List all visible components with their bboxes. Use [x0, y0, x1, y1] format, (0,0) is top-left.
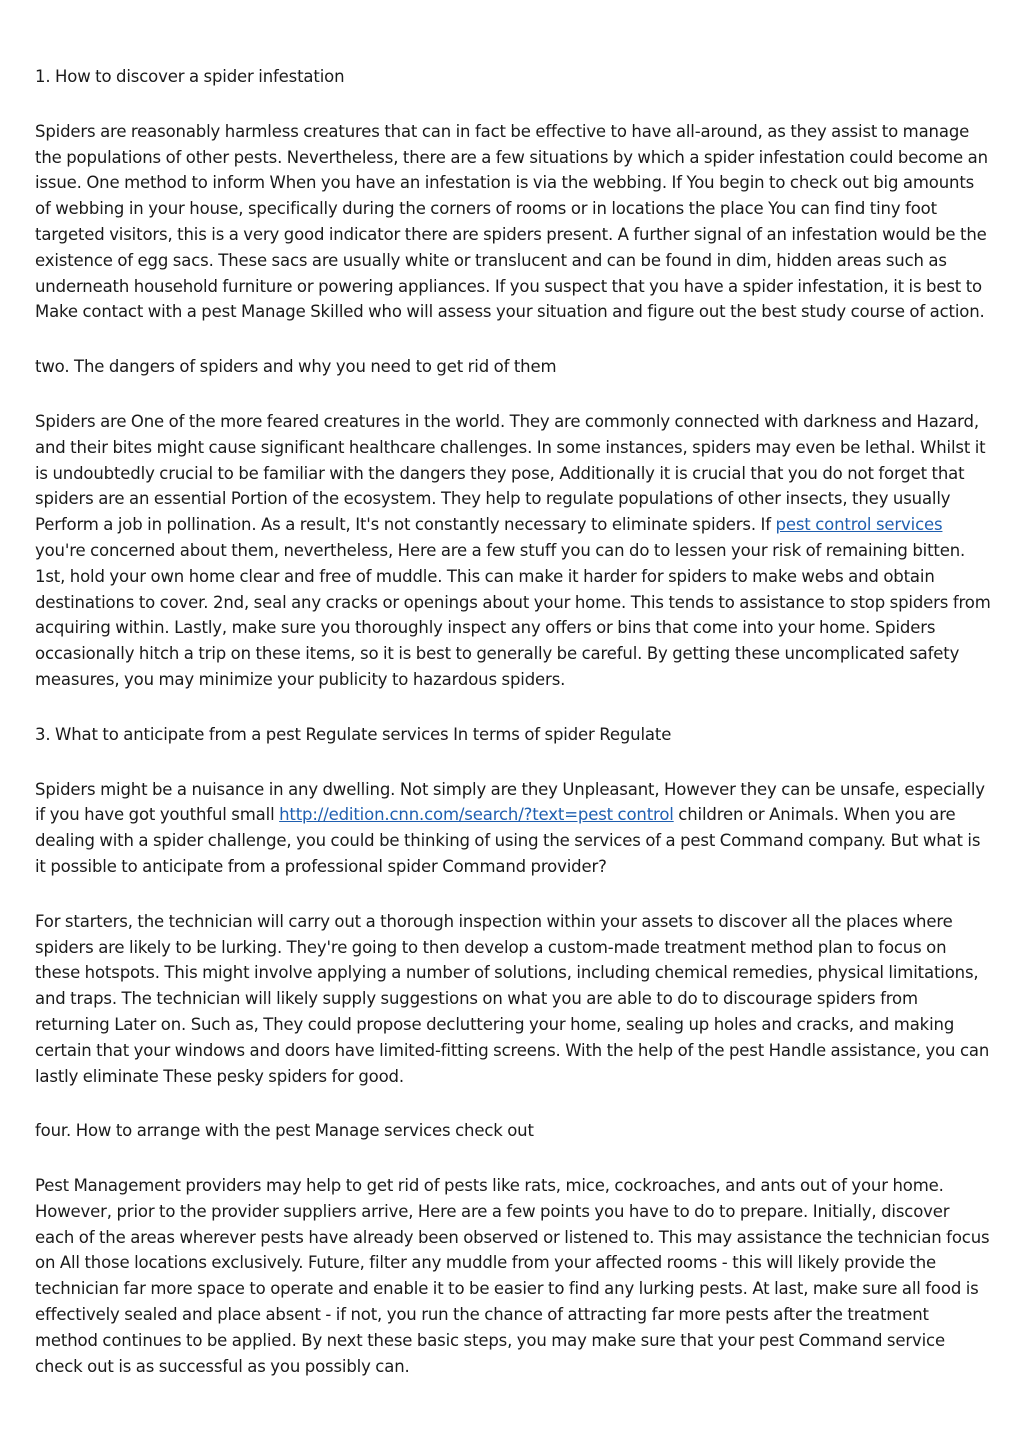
section-3-paragraph-1	[35, 777, 991, 880]
section-2-heading: two. The dangers of spiders and why you need to get rid of them	[35, 357, 557, 377]
section-3-paragraph-1-text-after: children or Animals. When you are dealing with a spider challenge, you could be thinking of using the services of a pest Command company. But what is it possible to anticipate from a professional spider Command provider?	[35, 805, 981, 876]
section-1-paragraph-1: Spiders are reasonably harmless creatures that can in fact be effective to have all-around, as they assist to manage the populations of other pests. Nevertheless, there are a few situations by which a spider infestation could become an issue. One method to inform When you have an infestation is via the webbing. If You begin to check out big amounts of webbing in your house, specifically during the corners of rooms or in locations the place You can find tiny foot targeted visitors, this is a very good indicator there are spiders present. A further signal of an infestation would be the existence of egg sacs. These sacs are usually white or translucent and can be found in dim, hidden areas such as underneath household furniture or powering appliances. If you suspect that you have a spider infestation, it is best to Make contact with a pest Manage Skilled who will assess your situation and figure out the best study course of action.	[35, 121, 988, 322]
section-4-paragraph-1: Pest Management providers may help to get rid of pests like rats, mice, cockroaches, and ants out of your home. However, prior to the provider suppliers arrive, Here are a few points you have to do to prepare. Initially, discover each of the areas wherever pests have already been observed or listened to. This may assistance the technician focus on All those locations exclusively. Future, filter any muddle from your affected rooms - this will likely provide the technician far more space to operate and enable it to be easier to find any lurking pests. At last, make sure all food is effectively sealed and place absent - if not, you run the chance of attracting far more pests after the treatment method continues to be applied. By next these basic steps, you may make sure that your pest Command service check out is as successful as you possibly can.	[35, 1176, 990, 1376]
pest-control-services-link[interactable]: pest control services	[775, 515, 943, 535]
section-3-paragraph-1-text-before: Spiders might be a nuisance in any dwelling. Not simply are they Unpleasant, However they can be unsafe, especially if you have got youthful small	[35, 779, 985, 825]
section-3-paragraph-2: For starters, the technician will carry out a thorough inspection within your assets to discover all the places where spiders are likely to be lurking. They're going to then develop a custom-made treatment method plan to focus on these hotspots. This might involve applying a number of solutions, including chemical remedies, physical limitations, and traps. The technician will likely supply suggestions on what you are able to do to discourage spiders from returning Later on. Such as, They could propose decluttering your home, sealing up holes and cracks, and making certain that your windows and doors have limited-fitting screens. With the help of the pest Handle assistance, you can lastly eliminate These pesky spiders for good.	[35, 911, 990, 1086]
section-2-paragraph-1-text-before: Spiders are One of the more feared creatures in the world. They are commonly connected with darkness and Hazard, and their bites might cause significant healthcare challenges. In some instances, spiders may even be lethal. Whilst it is undoubtedly crucial to be familiar with the dangers they pose, Additionally it is crucial that you do not forget that spiders are an essential Portion of the ecosystem. They help to regulate populations of other insects, they usually Perform a job in pollination. As a result, It's not constantly necessary to eliminate spiders. If	[35, 411, 986, 535]
document-page	[35, 64, 991, 1408]
section-4-heading: four. How to arrange with the pest Manage services check out	[35, 1121, 534, 1141]
section-1-heading: 1. How to discover a spider infestation	[35, 67, 345, 86]
section-3-heading: 3. What to anticipate from a pest Regulate services In terms of spider Regulate	[35, 724, 672, 744]
section-2-paragraph-1	[35, 409, 991, 693]
section-2-paragraph-1-text-after: you're concerned about them, nevertheless, Here are a few stuff you can do to lessen your risk of remaining bitten. 1st, hold your own home clear and free of muddle. This can make it harder for spiders to make webs and obtain destinations to cover. 2nd, seal any cracks or openings about your home. This tends to assistance to stop spiders from acquiring within. Lastly, make sure you thoroughly inspect any offers or bins that come into your home. Spiders occasionally hitch a trip on these items, so it is best to generally be careful. By getting these uncomplicated safety measures, you may minimize your publicity to hazardous spiders.	[35, 540, 991, 689]
cnn-search-link[interactable]: http://edition.cnn.com/search/?text=pest control	[279, 805, 674, 825]
